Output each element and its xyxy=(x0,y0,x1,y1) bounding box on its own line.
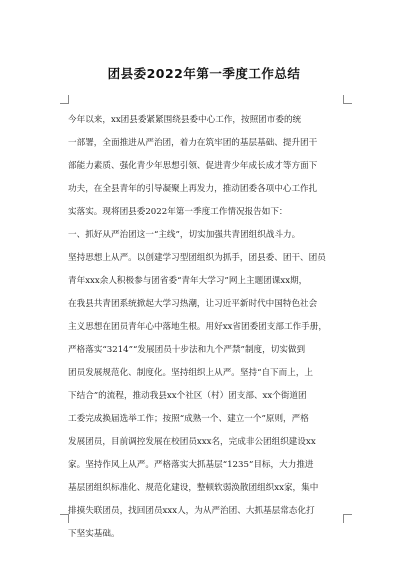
body-line: 一部署，全面推进从严治团，着力在筑牢团的基层基础、提升团干 xyxy=(68,138,318,148)
body-line: 工委完成换届选举工作；按照“成熟一个、建立一个”原则，严格 xyxy=(68,414,309,424)
body-line: 青年xxx余人积极参与团省委“青年大学习”网上主题团课xx期， xyxy=(68,276,308,286)
corner-mark-top-right xyxy=(343,95,352,104)
body-line: 下结合”的流程，推动我县xx个社区（村）团支部、xx个街道团 xyxy=(68,391,307,401)
body-line: 一、抓好从严治团这一“主线”，切实加强共青团组织战斗力。 xyxy=(68,230,301,240)
body-line: 发展团员，目前调控发展在校团员xxx名，完成非公团组织建设xx xyxy=(68,437,316,447)
body-line: 功夫，在全县青年的引导凝聚上再发力，推动团委各项中心工作扎 xyxy=(68,184,318,194)
body-line: 在我县共青团系统掀起大学习热潮，让习近平新时代中国特色社会 xyxy=(68,299,318,309)
document-body xyxy=(68,109,353,546)
body-line: 家。坚持作风上从严。严格落实大抓基层“1235”目标，大力推进 xyxy=(68,460,314,470)
body-line: 团员发展规范化、制度化。坚持组织上从严。坚持“自下而上，上 xyxy=(68,368,314,378)
body-line: 基层团组织标准化、规范化建设，整顿软弱涣散团组织xx家，集中 xyxy=(68,483,319,493)
body-line: 排摸失联团员，找回团员xxx人，为从严治团、大抓基层常态化打 xyxy=(68,506,315,516)
body-line: 坚持思想上从严。以创建学习型团组织为抓手，团县委、团干、团员 xyxy=(68,253,326,263)
body-line: 下坚实基础。 xyxy=(68,529,120,539)
body-line: 主义思想在团员青年心中落地生根。用好xx省团委团支部工作手册， xyxy=(68,322,327,332)
document-title: 团县委2022年第一季度工作总结 xyxy=(107,66,301,81)
corner-mark-top-left xyxy=(60,95,69,104)
body-line: 实落实。现将团县委2022年第一季度工作情况报告如下： xyxy=(68,207,288,217)
body-line: 今年以来，xx团县委紧紧围绕县委中心工作，按照团市委的统 xyxy=(68,115,302,125)
body-line: 严格落实“3214”“发展团员十步法和九个严禁”制度，切实做到 xyxy=(68,345,306,355)
body-line: 部能力素质、强化青少年思想引领、促进青少年成长成才等方面下 xyxy=(68,161,318,171)
